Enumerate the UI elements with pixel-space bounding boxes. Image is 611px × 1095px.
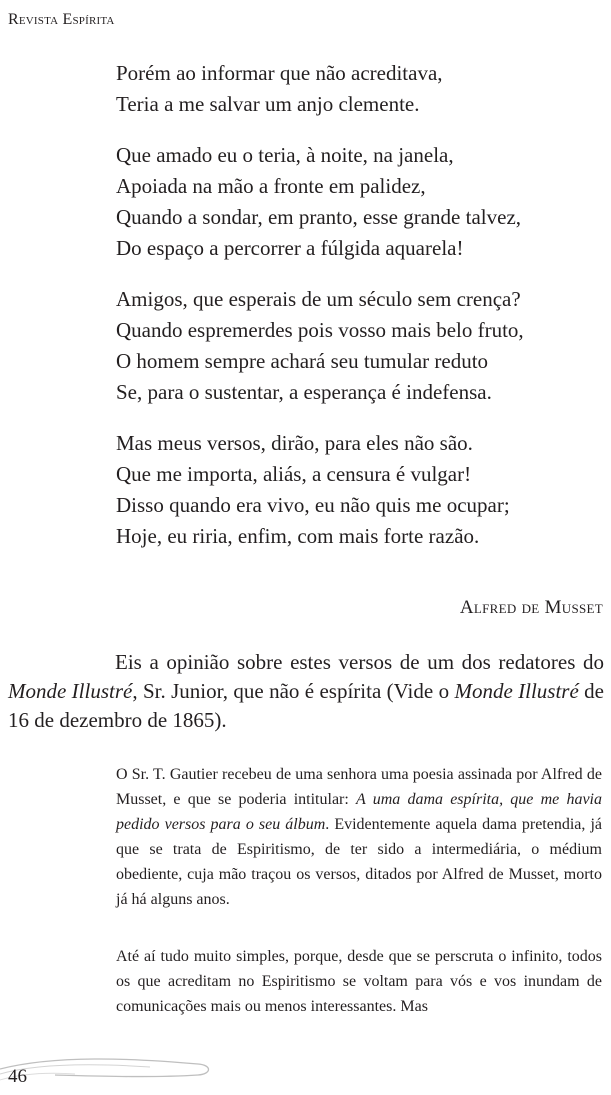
poem-line: Se, para o sustentar, a esperança é indefensa. <box>116 380 492 404</box>
intro-paragraph <box>8 648 604 735</box>
page-number: 46 <box>8 1066 27 1087</box>
running-head: Revista Espírita <box>8 11 115 28</box>
poem-signature: Alfred de Musset <box>459 597 603 618</box>
poem-stanza <box>116 284 596 408</box>
quoted-paragraph: Até aí tudo muito simples, porque, desde que se perscruta o infinito, todos os que acreditam no Espiritismo se voltam para vós e vos inundam de comunicações mais ou menos interessantes. Mas <box>116 948 602 1015</box>
poem-stanza <box>116 428 596 552</box>
poem-line: Do espaço a percorrer a fúlgida aquarela! <box>116 236 464 260</box>
footer-ornament <box>0 1052 215 1092</box>
poem-line: Quando a sondar, em pranto, esse grande talvez, <box>116 205 522 229</box>
quote-text: O Sr. T. Gautier recebeu de uma senhora uma poesia assinada por Alfred de Musset, e que se poderia intitular: <box>116 766 602 808</box>
poem-line: Hoje, eu riria, enfim, com mais forte razão. <box>116 524 480 548</box>
poem-line: Apoiada na mão a fronte em palidez, <box>116 174 426 198</box>
intro-text: Eis a opinião sobre estes versos de um dos redatores do <box>115 650 604 674</box>
poem-title: A uma dama espírita, que me havia pedido versos para o seu álbum <box>116 791 602 833</box>
poem <box>116 58 596 572</box>
poem-line: O homem sempre achará seu tumular reduto <box>116 349 489 373</box>
poem-line: Amigos, que esperais de um século sem crença? <box>116 287 521 311</box>
poem-line: Mas meus versos, dirão, para eles não são. <box>116 431 473 455</box>
intro-text: de 16 de dezembro de 1865). <box>8 679 605 732</box>
poem-line: Quando espremerdes pois vosso mais belo fruto, <box>116 318 524 342</box>
poem-line: Porém ao informar que não acreditava, <box>116 61 443 85</box>
intro-text: , Sr. Junior, que não é espírita (Vide o <box>132 679 455 703</box>
poem-stanza <box>116 140 596 264</box>
quoted-paragraph <box>116 762 602 912</box>
publication-title: Monde Illustré <box>8 679 133 703</box>
poem-line: Disso quando era vivo, eu não quis me ocupar; <box>116 493 510 517</box>
poem-line: Que me importa, aliás, a censura é vulgar! <box>116 462 472 486</box>
poem-line: Que amado eu o teria, à noite, na janela, <box>116 143 454 167</box>
poem-line: Teria a me salvar um anjo clemente. <box>116 92 420 116</box>
publication-title: Monde Illustré <box>454 679 579 703</box>
poem-stanza <box>116 58 596 120</box>
quote-text: . Evidentemente aquela dama pretendia, já que se trata de Espiritismo, de ter sido a intermediária, o médium obediente, cuja mão traçou os versos, ditados por Alfred de Musset, morto já há alguns anos. <box>116 816 603 908</box>
